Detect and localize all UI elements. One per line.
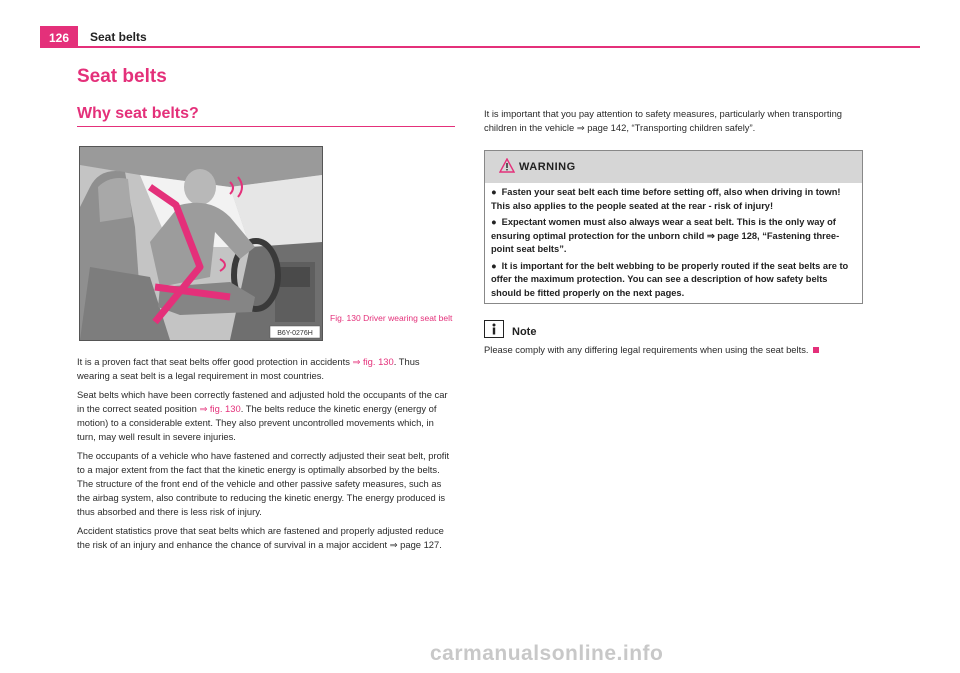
paragraph: It is a proven fact that seat belts offer good protection in accidents ⇒ fig. 130. Thus wearing a seat belt is a legal requirement in most countries.	[77, 356, 420, 381]
figure-code: B6Y-0276H	[277, 330, 313, 337]
end-of-section-marker	[813, 347, 819, 353]
figure-link[interactable]: ⇒ fig. 130	[199, 403, 241, 414]
warning-item: ● Fasten your seat belt each time before setting off, also when driving in town! This also applies to the people seated at the rear - risk of injury!	[491, 187, 841, 211]
warning-box	[484, 150, 863, 304]
figure-driver-seat-belt	[79, 146, 323, 341]
body-text	[77, 355, 455, 557]
page-header	[40, 26, 920, 48]
figure-caption: Fig. 130 Driver wearing seat belt	[330, 313, 453, 323]
watermark: carmanualsonline.info	[430, 642, 664, 665]
page-number: 126	[40, 26, 78, 48]
header-rule	[78, 46, 920, 48]
paragraph: Accident statistics prove that seat belts which are fastened and properly adjusted reduce the risk of an injury and enhance the chance of survival in a major accident ⇒ page 127.	[77, 525, 444, 550]
running-head: Seat belts	[90, 30, 147, 44]
warning-triangle-icon	[499, 158, 515, 173]
info-book-icon	[484, 320, 504, 338]
figure-link[interactable]: ⇒ fig. 130	[352, 356, 394, 367]
warning-header	[485, 151, 862, 183]
note-text: Please comply with any differing legal requirements when using the seat belts.	[484, 344, 874, 355]
warning-list	[485, 186, 862, 300]
section-rule	[77, 126, 455, 127]
warning-item: ● It is important for the belt webbing to be properly routed if the seat belts are to offer the maximum protection. You can see a description of how safety belts should be fitted properly on the next pages.	[491, 260, 849, 298]
chapter-title: Seat belts	[77, 66, 167, 87]
note-title: Note	[512, 326, 537, 338]
warning-title: WARNING	[519, 161, 576, 173]
paragraph: The occupants of a vehicle who have fastened and correctly adjusted their seat belt, profit to a major extent from the fact that the kinetic energy is optimally absorbed by the belts. The structure of the front end of the vehicle and other passive safety measures, such as the airbag system, also contribute to reducing the kinetic energy. The energy produced is thus absorbed and there is less risk of injury.	[77, 450, 450, 517]
warning-item: ● Expectant women must also always wear a seat belt. This is the only way of ensuring optimal protection for the unborn child ⇒ page 128, “Fastening three-point seat belts”.	[491, 217, 840, 254]
intro-text: It is important that you pay attention to safety measures, particularly when transporting children in the vehicle ⇒ page 142, “Transporting children safely”.	[484, 108, 842, 133]
driver-illustration	[80, 147, 322, 340]
section-title: Why seat belts?	[77, 105, 199, 122]
paragraph: Seat belts which have been correctly fastened and adjusted hold the occupants of the car in the correct seated position ⇒ fig. 130. The belts reduce the kinetic energy (energy of motion) to a considerable extent. They also prevent uncontrolled movements which, in turn, may well result in severe injuries.	[77, 389, 448, 442]
